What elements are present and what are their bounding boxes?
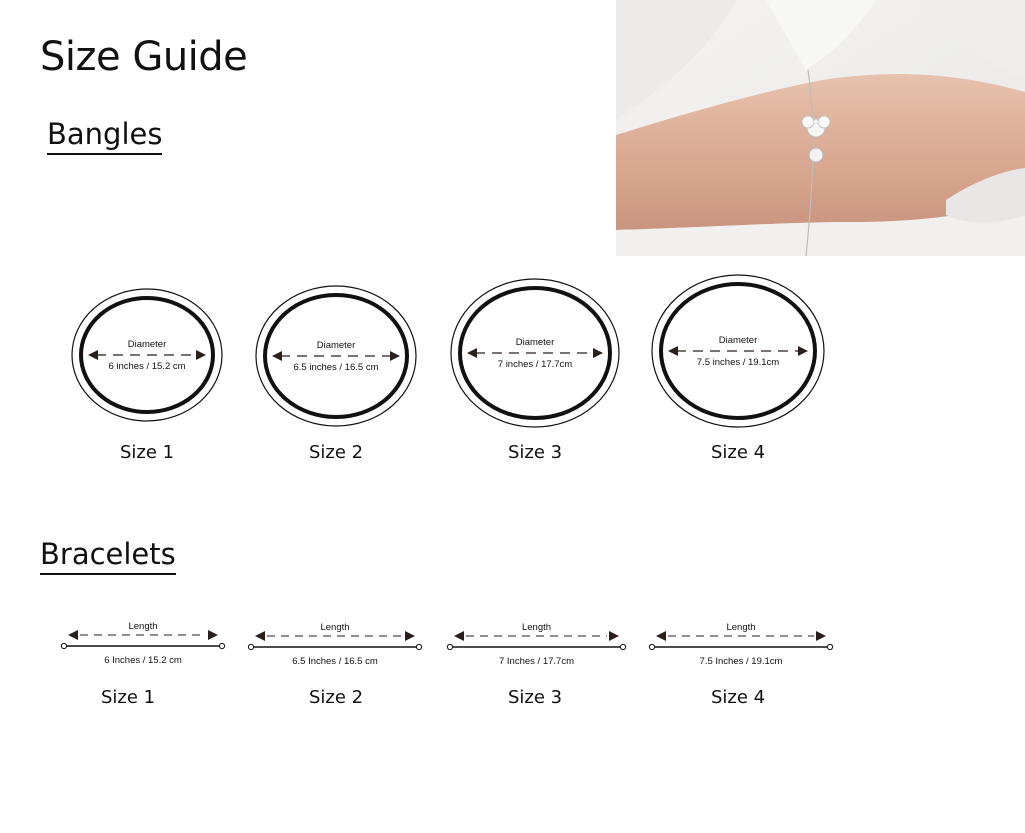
- clasp-end-icon: [61, 643, 66, 648]
- arrow-left-icon: [68, 630, 78, 640]
- arrow-left-icon: [272, 351, 282, 361]
- bangle-size-label: Size 1: [119, 442, 175, 463]
- length-caption: Length: [128, 621, 158, 632]
- length-caption: Length: [726, 622, 756, 633]
- arrow-right-icon: [405, 631, 415, 641]
- bracelet-size-label: Size 1: [100, 687, 156, 708]
- length-caption: Length: [521, 622, 552, 633]
- arrow-right-icon: [208, 630, 218, 640]
- bracelet-diagram: [648, 617, 834, 669]
- diameter-measure: 6 inches / 15.2 cm: [108, 361, 186, 372]
- length-measure: 7.5 Inches / 19.1cm: [699, 656, 783, 667]
- clasp-end-icon: [620, 644, 625, 649]
- bracelet-diagram: [247, 617, 423, 669]
- arrow-right-icon: [816, 631, 826, 641]
- arrow-left-icon: [656, 631, 666, 641]
- arrow-right-icon: [593, 348, 603, 358]
- length-caption: Length: [320, 622, 350, 633]
- arrow-right-icon: [798, 346, 808, 356]
- arrow-left-icon: [255, 631, 265, 641]
- bangle-size-label: Size 4: [710, 442, 766, 463]
- diameter-caption: Diameter: [515, 337, 555, 348]
- clasp-end-icon: [649, 644, 654, 649]
- diameter-measure: 7.5 inches / 19.1cm: [696, 357, 780, 368]
- length-measure: 6.5 Inches / 16.5 cm: [292, 656, 378, 667]
- bangle-diagram: [648, 271, 828, 431]
- page-title: Size Guide: [40, 34, 248, 80]
- clasp-end-icon: [827, 644, 832, 649]
- section-title-bracelets: Bracelets: [40, 536, 176, 575]
- product-photo: [616, 0, 1025, 256]
- diameter-caption: Diameter: [127, 339, 167, 350]
- bangle-diagram: [447, 275, 623, 431]
- arrow-right-icon: [609, 631, 619, 641]
- diameter-caption: Diameter: [316, 340, 356, 351]
- clasp-end-icon: [447, 644, 452, 649]
- wrist-bracelet-image: [616, 0, 1025, 256]
- bangle-size-label: Size 3: [507, 442, 563, 463]
- arrow-left-icon: [668, 346, 678, 356]
- bracelet-size-label: Size 2: [308, 687, 364, 708]
- length-measure: 6 Inches / 15.2 cm: [104, 655, 182, 666]
- bangle-diagram: [252, 282, 420, 430]
- diameter-measure: 7 inches / 17.7cm: [497, 359, 573, 370]
- arrow-left-icon: [454, 631, 464, 641]
- clasp-end-icon: [219, 643, 224, 648]
- bracelet-diagram: [446, 617, 627, 669]
- bracelet-size-label: Size 3: [507, 687, 563, 708]
- clasp-end-icon: [416, 644, 421, 649]
- diameter-measure: 6.5 inches / 16.5 cm: [293, 362, 379, 373]
- bracelet-diagram: [60, 616, 226, 668]
- arrow-right-icon: [390, 351, 400, 361]
- arrow-right-icon: [196, 350, 206, 360]
- section-title-bangles: Bangles: [47, 116, 162, 155]
- diameter-caption: Diameter: [718, 335, 758, 346]
- bangle-size-label: Size 2: [308, 442, 364, 463]
- bracelet-size-label: Size 4: [710, 687, 766, 708]
- clasp-end-icon: [248, 644, 253, 649]
- arrow-left-icon: [88, 350, 98, 360]
- bangle-diagram: [68, 285, 226, 425]
- arrow-left-icon: [467, 348, 477, 358]
- length-measure: 7 Inches / 17.7cm: [499, 656, 574, 667]
